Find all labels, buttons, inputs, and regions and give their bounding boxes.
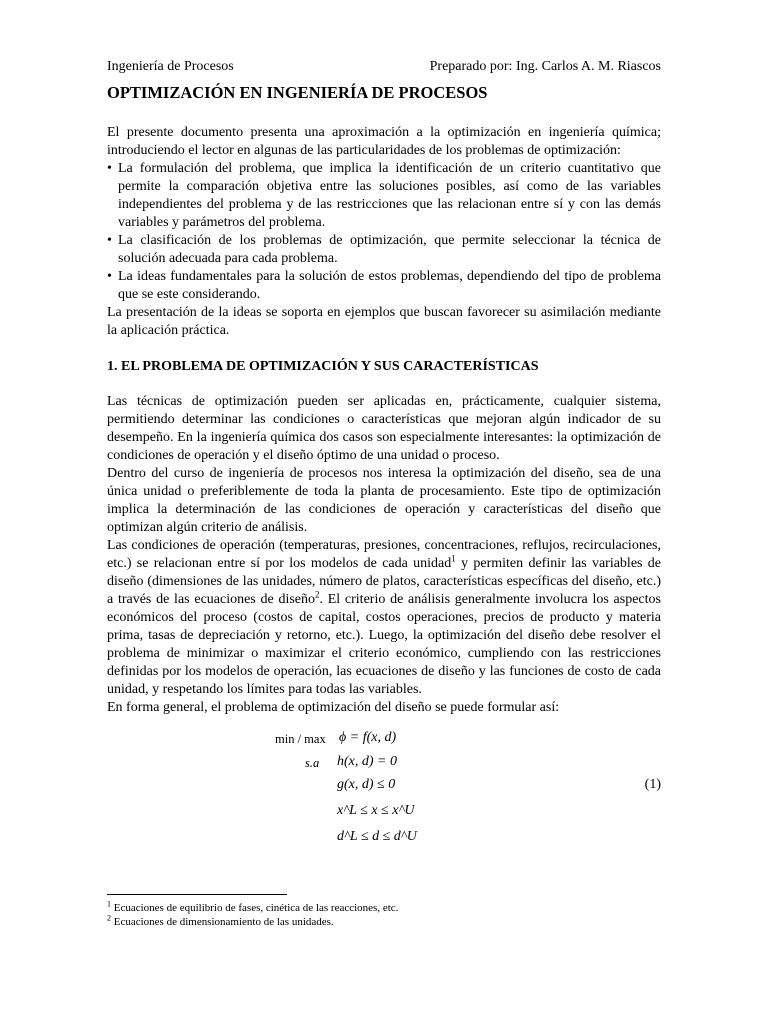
equation-number: (1) <box>644 777 661 792</box>
subject-to-label: s.a <box>305 756 320 770</box>
footnote-2 <box>107 913 334 929</box>
header-author: Preparado por: Ing. Carlos A. M. Riascos <box>429 59 661 74</box>
document-title: OPTIMIZACIÓN EN INGENIERÍA DE PROCESOS <box>107 83 488 102</box>
list-item: • La formulación del problema, que implica la identificación de un criterio cuantitativo que permite la comparación objetiva entre las soluciones posibles, así como de las variables independientes del problema y de las restricciones que las relacionan entre sí y con las demás variables y parámetros del problema. <box>107 160 661 232</box>
footnote-mark: 2 <box>107 913 111 923</box>
constraint-inequality: g(x, d) ≤ 0 <box>337 777 396 792</box>
bounds-x: x^L ≤ x ≤ x^U <box>337 803 415 818</box>
intro-paragraph: El presente documento presenta una aproximación a la optimización en ingeniería química; introduciendo el lector en algunas de las particularidades de los problemas de optimización: <box>107 125 661 158</box>
closing-paragraph: La presentación de la ideas se soporta en ejemplos que buscan favorecer su asimilación mediante la aplicación práctica. <box>107 305 661 338</box>
list-item: • La ideas fundamentales para la solución de estos problemas, dependiendo del tipo de problema que se este considerando. <box>107 268 661 304</box>
objective-expression <box>339 729 396 747</box>
footnote-text: Ecuaciones de equilibrio de fases, cinética de las reacciones, etc. <box>113 902 399 914</box>
footnote-ref-1: 1 <box>451 553 456 564</box>
footnote-text: Ecuaciones de dimensionamiento de las unidades. <box>113 916 334 928</box>
paragraph-text: Las condiciones de operación (temperaturas, presiones, concentraciones, reflujos, recirculaciones, etc.) se relacionan entre sí por los modelos de cada unidad <box>107 538 661 571</box>
page-header <box>107 58 661 76</box>
list-item: • La clasificación de los problemas de optimización, que permite seleccionar la técnica de solución adecuada para cada problema. <box>107 232 661 268</box>
footnote-mark: 1 <box>107 899 111 909</box>
paragraph-text: . El criterio de análisis generalmente involucra los aspectos económicos del proceso (costos de capital, costos operaciones, precios de producto y materia prima, tasas de depreciación y retorno, etc.). Luego, la optimización del diseño debe resolver el problema de minimizar o maximizar el criterio económico, cumpliendo con las restricciones definidas por los modelos de operación, las ecuaciones de diseño y las funciones de costo de cada unidad, y respetando los límites para todas las variables. <box>107 592 661 697</box>
objective-label: min / max <box>275 732 326 746</box>
header-course: Ingeniería de Procesos <box>107 59 234 74</box>
section-paragraph-2: Dentro del curso de ingeniería de procesos nos interesa la optimización del diseño, sea de una única unidad o preferiblemente de toda la planta de procesamiento. Este tipo de optimización implica la determinación de las condiciones de operación y características del diseño que optimizan algún criterio de análisis. <box>107 466 661 535</box>
paragraph-text: y permiten definir las variables de diseño (dimensiones de las unidades, número de platos, características específicas del diseño, etc.) a través de las ecuaciones de diseño <box>107 556 662 607</box>
document-body <box>107 124 661 717</box>
section-heading: 1. EL PROBLEMA DE OPTIMIZACIÓN Y SUS CARACTERÍSTICAS <box>107 359 539 374</box>
footnote-1 <box>107 899 399 915</box>
section-paragraph-4: En forma general, el problema de optimización del diseño se puede formular así: <box>107 700 560 715</box>
equation-text: ϕ = f(x, d) <box>339 730 397 745</box>
constraint-equality: h(x, d) = 0 <box>337 754 397 769</box>
bounds-d: d^L ≤ d ≤ d^U <box>337 829 417 844</box>
bullet-list <box>107 160 661 304</box>
equation-block <box>107 729 661 859</box>
section-paragraph-1: Las técnicas de optimización pueden ser aplicadas en, prácticamente, cualquier sistema, permitiendo determinar las condiciones o características que mejoran algún indicador de su desempeño. En la ingeniería química dos casos son especialmente interesantes: la optimización de condiciones de operación y el diseño óptimo de una unidad o proceso. <box>107 394 661 463</box>
section-paragraph-3 <box>107 537 661 699</box>
footnote-divider <box>107 894 287 895</box>
footnote-ref-2: 2 <box>315 589 320 600</box>
